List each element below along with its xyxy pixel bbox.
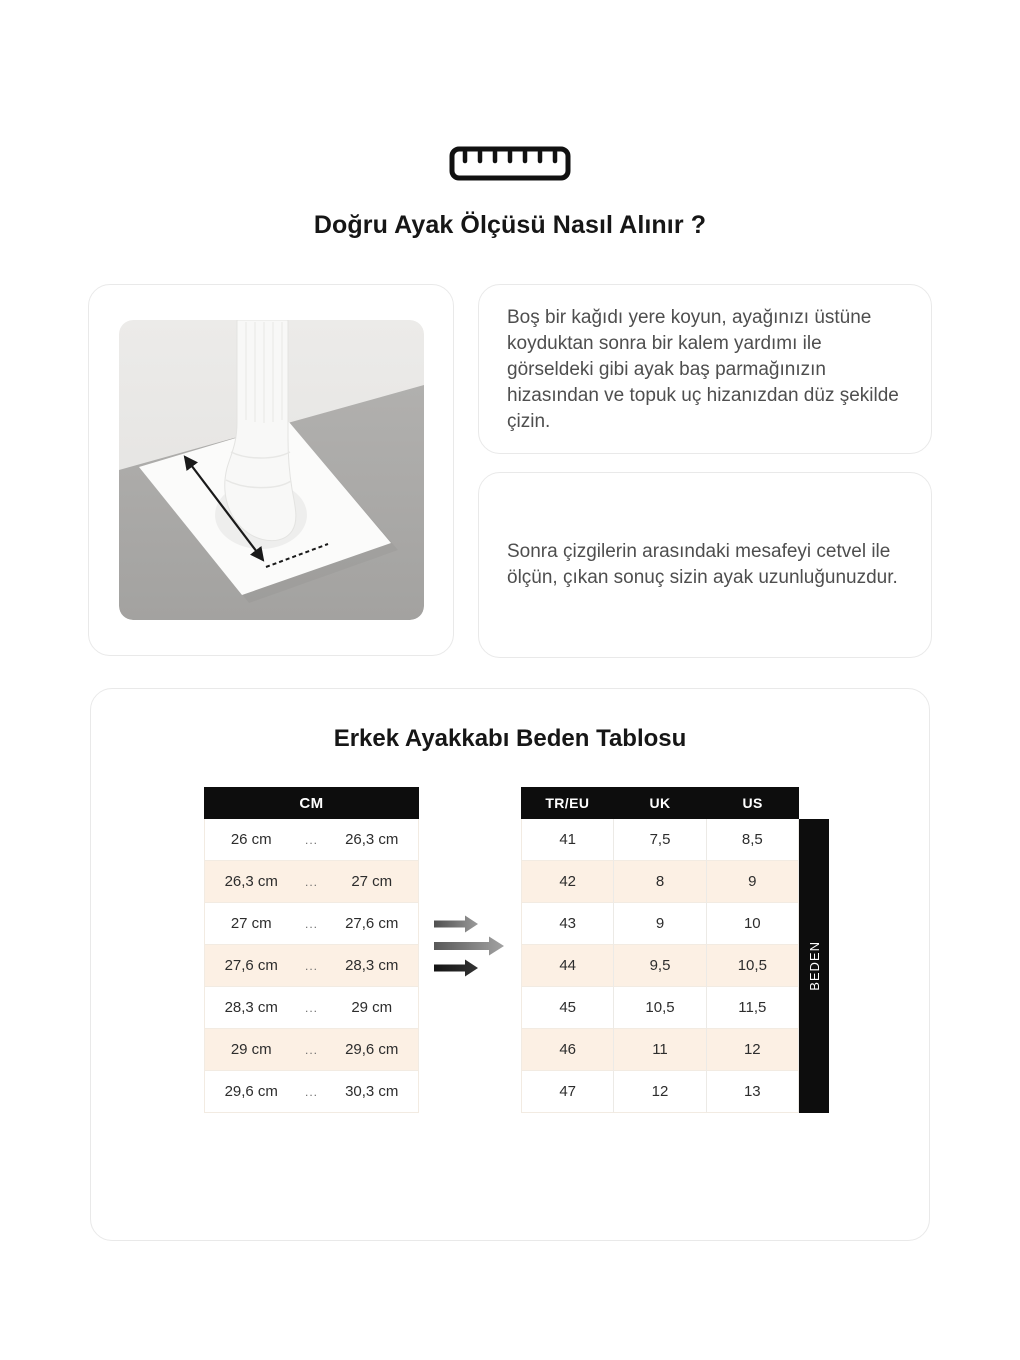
cm-row: 26,3 cm ... 27 cm <box>204 861 419 903</box>
beden-label: BEDEN <box>806 941 822 991</box>
size-row: 45 10,5 11,5 <box>521 987 799 1029</box>
size-table-card <box>90 688 930 1241</box>
size-row: 47 12 13 <box>521 1071 799 1113</box>
size-row: 41 7,5 8,5 <box>521 819 799 861</box>
foot-measure-photo-card <box>88 284 454 656</box>
transfer-arrows-icon <box>419 915 521 977</box>
instruction-cards <box>478 284 932 658</box>
sizes-header-us: US <box>742 795 763 811</box>
instruction-step-2-text: Sonra çizgilerin arasındaki mesafeyi cetvel ile ölçün, çıkan sonuç sizin ayak uzunluğunuzdur. <box>507 541 898 588</box>
foot-measure-photo <box>119 320 424 620</box>
cm-table-header: CM <box>204 787 419 819</box>
cm-row: 28,3 cm ... 29 cm <box>204 987 419 1029</box>
cm-table <box>204 787 419 1113</box>
cm-row: 29 cm ... 29,6 cm <box>204 1029 419 1071</box>
size-row: 46 11 12 <box>521 1029 799 1071</box>
page-title: Doğru Ayak Ölçüsü Nasıl Alınır ? <box>313 211 707 239</box>
size-tables <box>91 787 929 1113</box>
sizes-table <box>521 787 799 1113</box>
cm-row: 27,6 cm ... 28,3 cm <box>204 945 419 987</box>
instructions-section <box>88 284 932 658</box>
size-row: 42 8 9 <box>521 861 799 903</box>
sizes-table-header-row <box>521 787 799 819</box>
size-table-title: Erkek Ayakkabı Beden Tablosu <box>333 725 687 752</box>
sizes-header-uk: UK <box>649 795 671 811</box>
size-row: 44 9,5 10,5 <box>521 945 799 987</box>
instruction-step-1-text: Boş bir kağıdı yere koyun, ayağınızı üstüne koyduktan sonra bir kalem yardımı ile görseldeki gibi ayak baş parmağınızın hizasından ve topuk uç hizanızdan düz şekilde çizin. <box>507 307 899 432</box>
cm-row: 26 cm ... 26,3 cm <box>204 819 419 861</box>
cm-row: 29,6 cm ... 30,3 cm <box>204 1071 419 1113</box>
size-row: 43 9 10 <box>521 903 799 945</box>
ruler-icon <box>0 0 1020 181</box>
cm-row: 27 cm ... 27,6 cm <box>204 903 419 945</box>
instruction-step-2-card <box>478 472 932 658</box>
instruction-step-1-card <box>478 284 932 454</box>
beden-side-bar <box>799 819 829 1113</box>
sizes-header-tr-eu: TR/EU <box>545 795 590 811</box>
